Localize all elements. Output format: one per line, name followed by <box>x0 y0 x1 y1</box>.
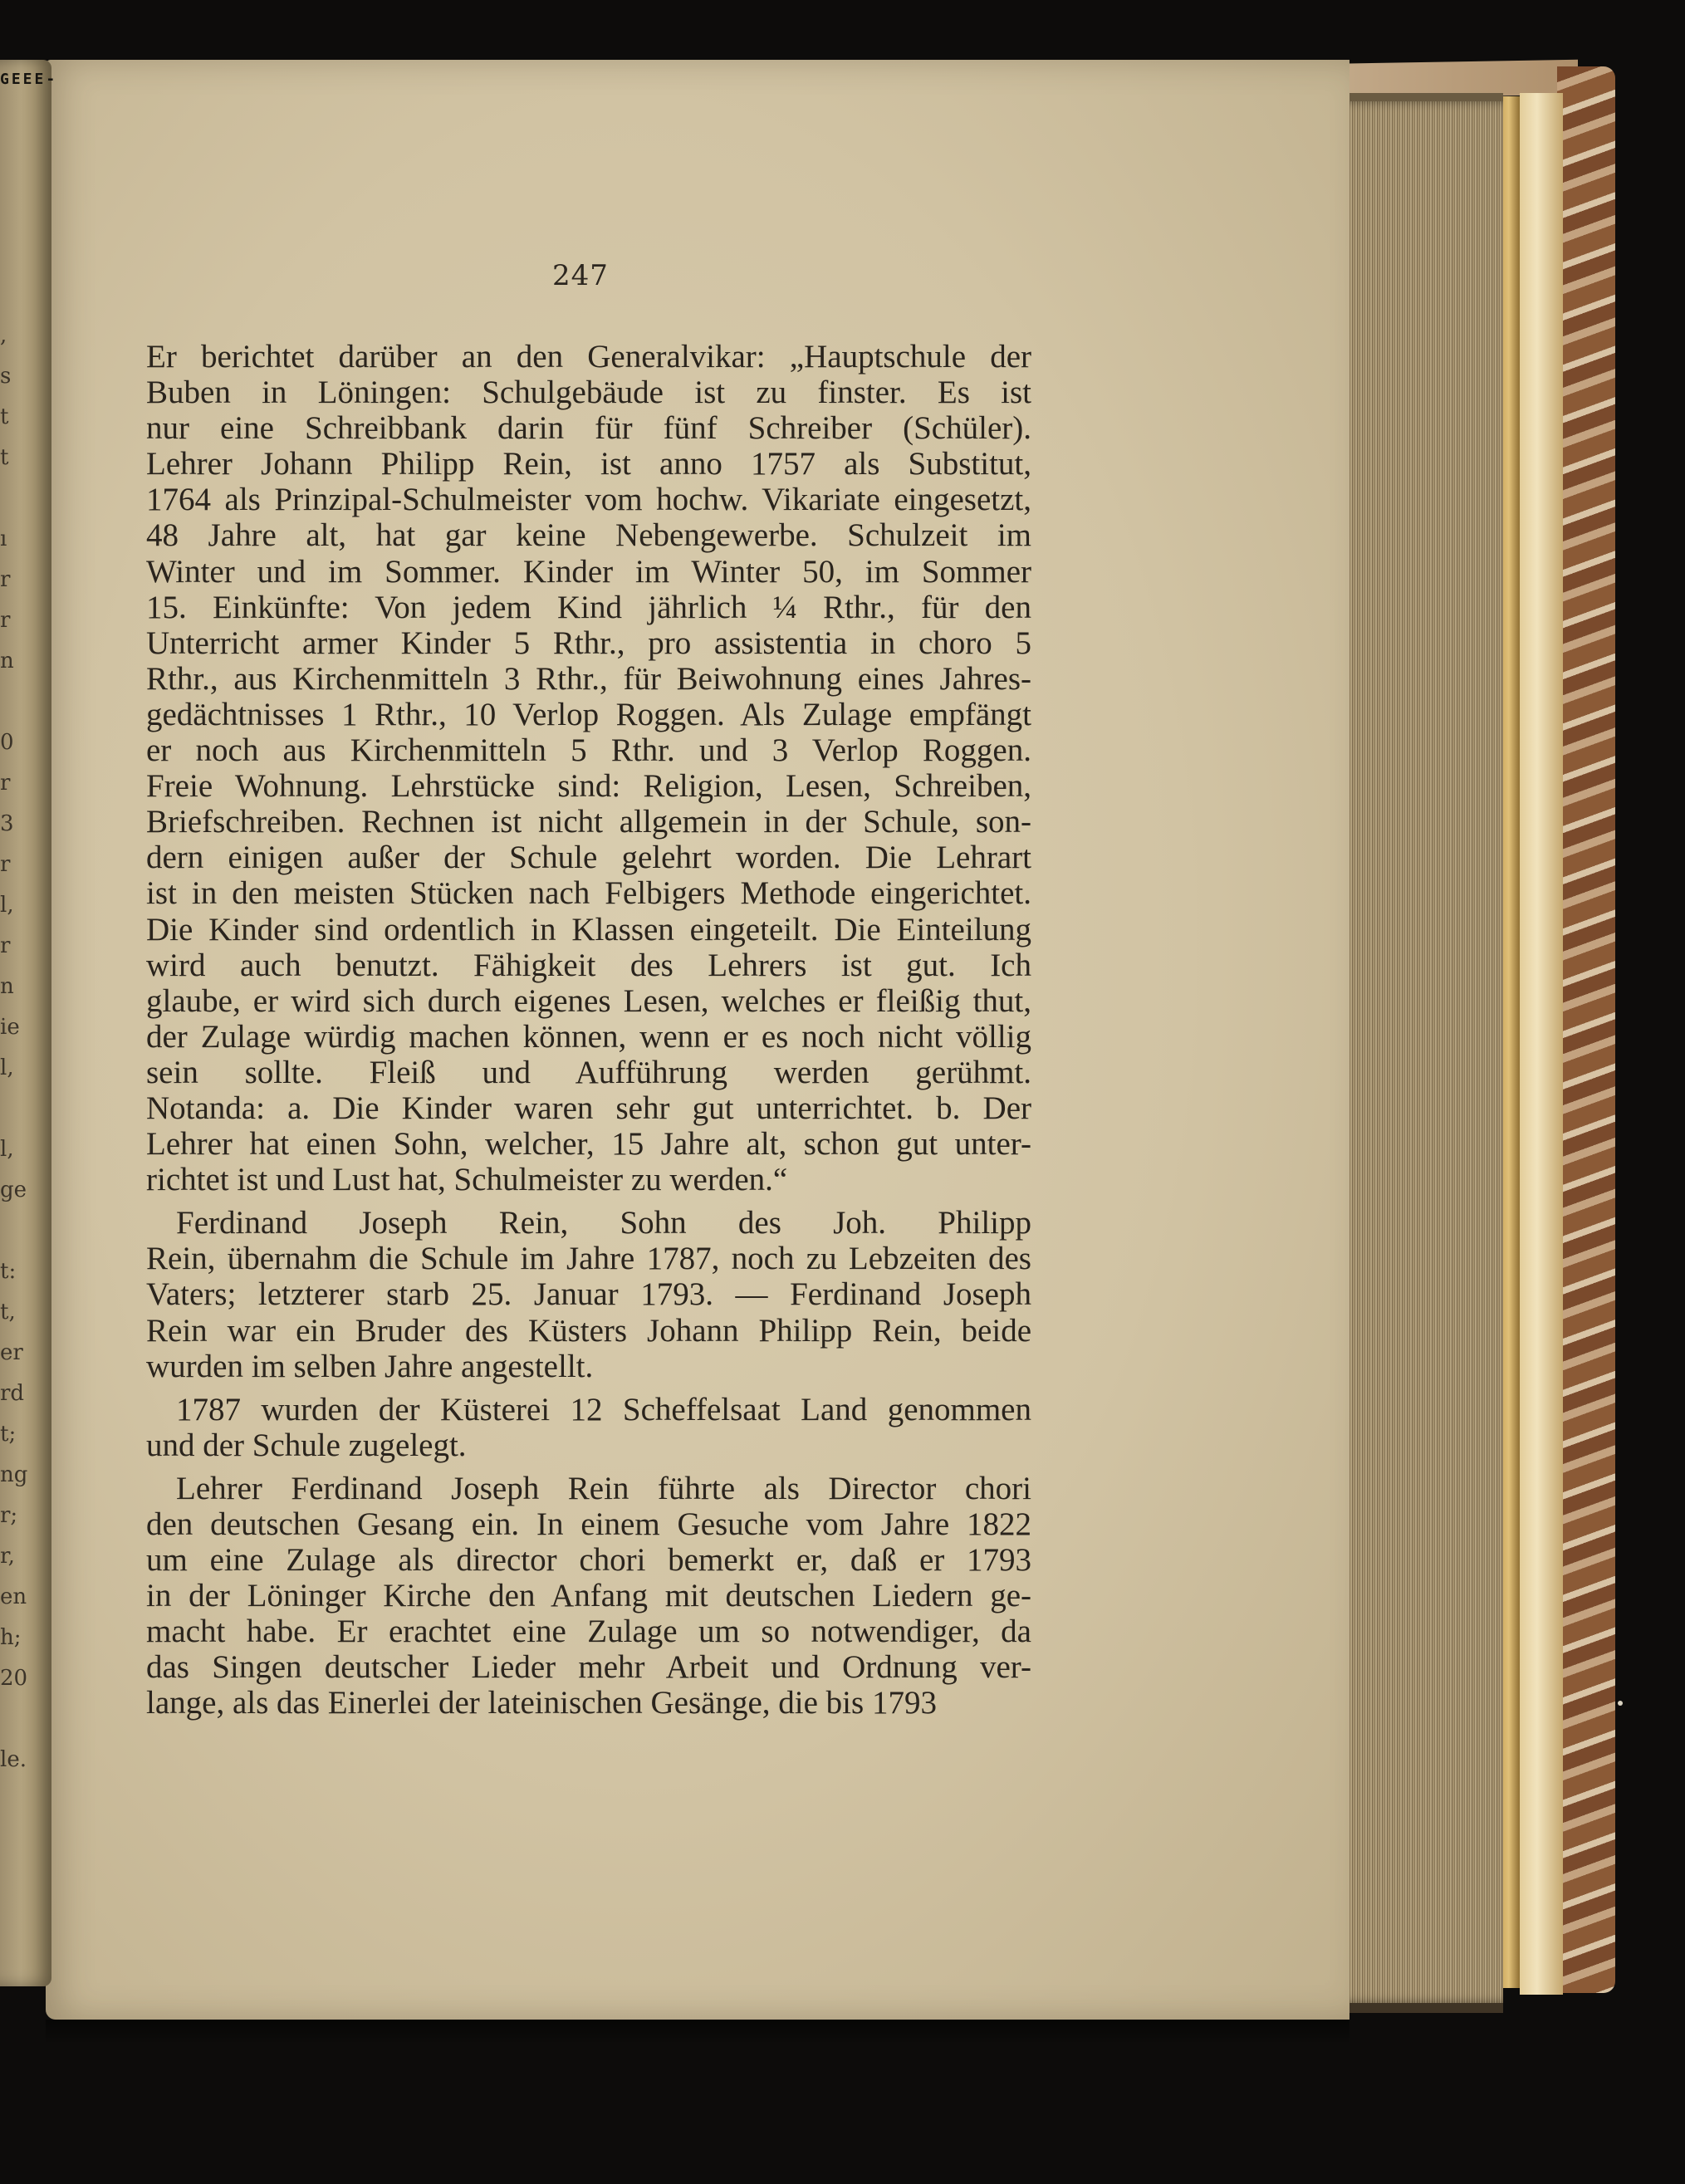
text-line: lange, als das Einerlei der lateinischen Gesänge, die bis 1793 <box>146 1685 937 1721</box>
text-line: gedächtnisses 1 Rthr., 10 Verlop Roggen. Als Zulage empfängt <box>146 696 1031 732</box>
left-page-fragment: t, <box>0 1300 16 1325</box>
left-page-fragment: 20 <box>0 1666 28 1691</box>
left-page-fragment: l, <box>0 1055 14 1080</box>
left-page-fragment: rd <box>0 1381 25 1406</box>
left-page-fragment: l, <box>0 893 14 918</box>
text-line: macht habe. Er erachtet eine Zulage um so notwendiger, da <box>146 1614 1031 1650</box>
text-line: in der Löninger Kirche den Anfang mit deutschen Liedern ge- <box>146 1578 1031 1614</box>
paragraph-gap <box>146 1463 1031 1471</box>
text-line: sein sollte. Fleiß und Aufführung werden gerühmt. <box>146 1054 1031 1090</box>
page-number: 247 <box>552 259 609 292</box>
text-line: nur eine Schreibbank darin für fünf Schreiber (Schüler). <box>146 410 1031 447</box>
left-page-fragment: er <box>0 1340 23 1365</box>
left-page-fragment: r, <box>0 1544 15 1569</box>
left-page-fragment: le. <box>0 1747 27 1772</box>
text-line: Die Kinder sind ordentlich in Klassen eingeteilt. Die Einteilung <box>146 911 1031 948</box>
text-line: 48 Jahre alt, hat gar keine Nebengewerbe. Schulzeit im <box>146 517 1031 554</box>
text-line: richtet ist und Lust hat, Schulmeister zu werden.“ <box>146 1162 788 1198</box>
text-line: glaube, er wird sich durch eigenes Lesen, welches er fleißig thut, <box>146 982 1031 1019</box>
text-line: und der Schule zugelegt. <box>146 1427 467 1463</box>
text-line: der Zulage würdig machen können, wenn er es noch nicht völlig <box>146 1018 1031 1055</box>
left-page-fragment: n <box>0 649 14 673</box>
left-page-fragment: ge <box>0 1178 27 1202</box>
left-page-fragment: t: <box>0 1259 17 1284</box>
text-line: ist in den meisten Stücken nach Felbigers Methode eingerichtet. <box>146 875 1031 912</box>
left-page-fragment: 3 <box>0 811 14 836</box>
left-page-fragment: t; <box>0 1422 17 1447</box>
marbled-cover <box>1557 66 1615 1993</box>
text-line: Notanda: a. Die Kinder waren sehr gut unterrichtet. b. Der <box>146 1090 1031 1126</box>
text-line: um eine Zulage als director chori bemerkt er, daß er 1793 <box>146 1542 1031 1579</box>
dust-speck <box>1618 1701 1623 1706</box>
left-page-fragments <box>0 316 28 1780</box>
left-page-fragment: r <box>0 852 11 877</box>
text-line: Lehrer Ferdinand Joseph Rein führte als Director chori <box>176 1470 1031 1506</box>
text-line: den deutschen Gesang ein. In einem Gesuche vom Jahre 1822 <box>146 1506 1031 1542</box>
text-line: Freie Wohnung. Lehrstücke sind: Religion, Lesen, Schreiben, <box>146 768 1031 805</box>
left-page-fragment <box>0 478 18 519</box>
left-page-fragment: en <box>0 1584 27 1609</box>
text-line: wird auch benutzt. Fähigkeit des Lehrers ist gut. Ich <box>146 947 1031 983</box>
text-line: 1787 wurden der Küsterei 12 Scheffelsaat Land genommen <box>176 1391 1031 1427</box>
left-page-fragment: r <box>0 933 11 958</box>
text-line: Rein war ein Bruder des Küsters Johann Philipp Rein, beide <box>146 1312 1031 1349</box>
text-line: Winter und im Sommer. Kinder im Winter 50, im Sommer <box>146 553 1031 590</box>
text-line: wurden im selben Jahre angestellt. <box>146 1348 594 1384</box>
left-page-fragment: , <box>0 323 7 348</box>
left-page-fragment: ie <box>0 1015 20 1040</box>
left-page-fragment: n <box>0 974 14 999</box>
left-page-fragment: h; <box>0 1625 22 1650</box>
left-page-fragment: t <box>0 404 9 429</box>
left-page-fragment: 0 <box>0 730 14 755</box>
left-page-fragment: r <box>0 567 11 592</box>
text-line: Lehrer hat einen Sohn, welcher, 15 Jahre alt, schon gut unter- <box>146 1126 1031 1163</box>
page-stack-edge <box>1333 93 1503 2013</box>
left-page-fragment: ng <box>0 1462 28 1487</box>
left-page-fragment: r <box>0 771 11 796</box>
page-bottom-shadow <box>46 2020 1349 2044</box>
text-line: 15. Einkünfte: Von jedem Kind jährlich ¼ Rthr., für den <box>146 589 1031 625</box>
left-page-fragment: r; <box>0 1503 18 1528</box>
left-page-fragment <box>0 682 18 722</box>
text-line: das Singen deutscher Lieder mehr Arbeit und Ordnung ver- <box>146 1649 1031 1686</box>
left-page-fragment: t <box>0 445 9 470</box>
text-line: Buben in Löningen: Schulgebäude ist zu finster. Es ist <box>146 375 1031 411</box>
text-line: 1764 als Prinzipal-Schulmeister vom hochw. Vikariate eingesetzt, <box>146 482 1031 518</box>
left-page-fragment: s <box>0 364 12 389</box>
left-page-fragment: l, <box>0 1137 14 1162</box>
left-page-fragment <box>0 1699 18 1740</box>
body-text <box>146 339 1031 1721</box>
left-page-fragment: ı <box>0 526 7 551</box>
paragraph-gap <box>146 1197 1031 1205</box>
text-line: Rein, übernahm die Schule im Jahre 1787, noch zu Lebzeiten des <box>146 1241 1031 1277</box>
text-line: er noch aus Kirchenmitteln 5 Rthr. und 3 Verlop Roggen. <box>146 732 1031 769</box>
paragraph-gap <box>146 1384 1031 1392</box>
text-line: Unterricht armer Kinder 5 Rthr., pro assistentia in choro 5 <box>146 624 1031 661</box>
text-line: dern einigen außer der Schule gelehrt worden. Die Lehrart <box>146 840 1031 876</box>
left-page-fragment <box>0 1211 18 1251</box>
text-line: Briefschreiben. Rechnen ist nicht allgemein in der Schule, son- <box>146 804 1031 840</box>
text-line: Vaters; letzterer starb 25. Januar 1793. — Ferdinand Joseph <box>146 1276 1031 1313</box>
text-line: Er berichtet darüber an den Generalvikar: „Hauptschule der <box>146 339 1031 375</box>
text-line: Ferdinand Joseph Rein, Sohn des Joh. Philipp <box>176 1205 1031 1241</box>
left-page-fragment <box>0 1089 18 1129</box>
left-page-fragment: r <box>0 608 11 633</box>
cover-spine-band <box>1520 93 1563 1995</box>
text-line: Lehrer Johann Philipp Rein, ist anno 1757 als Substitut, <box>146 446 1031 482</box>
top-strip-text: GEEE- <box>0 71 58 88</box>
text-line: Rthr., aus Kirchenmitteln 3 Rthr., für Beiwohnung eines Jahres- <box>146 660 1031 697</box>
